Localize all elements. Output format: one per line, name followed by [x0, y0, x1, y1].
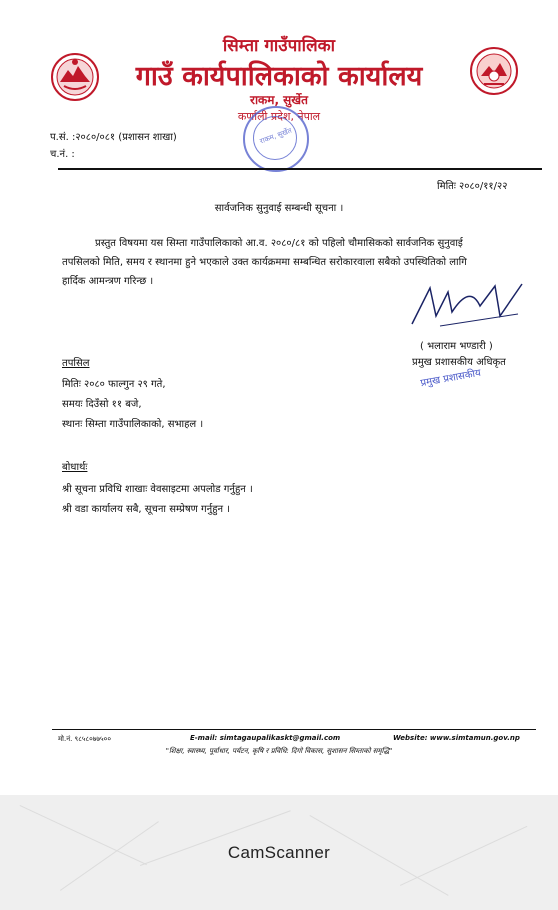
footer-phone: मो.नं. ९८५८०७७५०० — [58, 735, 111, 743]
details-date: मितिः २०८० फाल्गुन २९ गते, — [62, 379, 166, 390]
body-line-1: प्रस्तुत विषयमा यस सिम्ता गाउँपालिकाको आ.व. २०८०/८१ को पहिलो चौमासिकको सार्वजनिक सुनुवाई — [95, 238, 463, 249]
office-stamp — [243, 106, 309, 172]
office-province: कर्णाली प्रदेश, नेपाल — [237, 110, 321, 123]
footer-slogan: "शिक्षा, स्वास्थ्य, पूर्वाधार, पर्यटन, कृषि र प्रविधि: दिगो विकास, सुशासन सिम्ताको समृद्धि" — [165, 747, 393, 755]
signatory-title: प्रमुख प्रशासकीय अधिकृत — [412, 357, 506, 368]
cc-heading: बोधार्थः — [62, 462, 88, 473]
letter-subject: सार्वजनिक सुनुवाई सम्बन्धी सूचना । — [214, 203, 344, 214]
cc-item-1: श्री सूचना प्रविधि शाखाः वेवसाइटमा अपलोड गर्नुहुन । — [62, 484, 253, 495]
header-divider — [58, 168, 542, 170]
signature-mark — [400, 276, 530, 336]
letter-date: मितिः २०८०/११/२२ — [437, 181, 508, 192]
body-line-3: हार्दिक आमन्त्रण गरिन्छ । — [62, 276, 154, 287]
signatory-name: ( भलाराम भण्डारी ) — [420, 341, 493, 352]
office-title: गाउँ कार्यपालिकाको कार्यालय — [135, 61, 423, 92]
municipality-name: सिम्ता गाउँपालिका — [222, 36, 336, 56]
details-place: स्थानः सिम्ता गाउँपालिकाको, सभाहल । — [62, 419, 204, 430]
body-line-2: तपसिलको मिति, समय र स्थानमा हुने भएकाले उक्त कार्यक्रममा सम्बन्धित सरोकारवाला सबैको उपस्थितिको लागि — [62, 257, 467, 268]
footer-email: E-mail: simtagaupalikaskt@gmail.com — [190, 734, 341, 742]
stamp-text: राकम, सुर्खेत — [258, 126, 293, 146]
footer-website: Website: www.simtamun.gov.np — [393, 734, 520, 742]
office-address: राकम, सुर्खेत — [250, 93, 308, 107]
details-time: समयः दिउँसो ११ बजे, — [62, 399, 142, 410]
cc-item-2: श्री वडा कार्यालय सबै, सूचना सम्प्रेषण गर्नुहुन । — [62, 504, 231, 515]
camscanner-watermark: CamScanner — [227, 843, 331, 862]
details-heading: तपसिल — [62, 358, 90, 369]
dispatch-number: च.नं. : — [50, 149, 75, 160]
reference-number: प.सं. :२०८०/०८१ (प्रशासन शाखा) — [50, 132, 177, 143]
officer-seal-text: प्रमुख प्रशासकीय — [419, 367, 482, 390]
footer-divider — [52, 729, 536, 730]
